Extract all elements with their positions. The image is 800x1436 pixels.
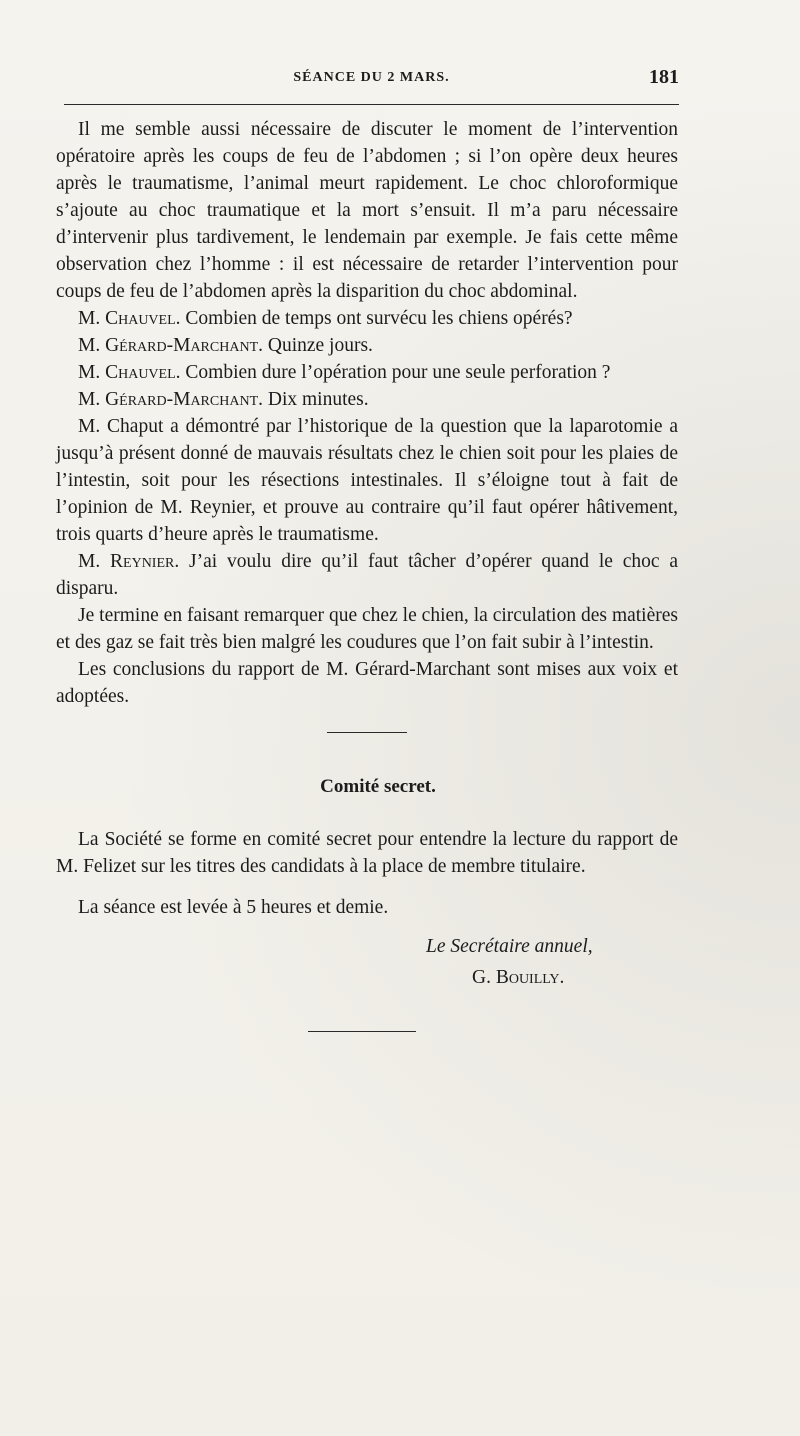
dialogue-line	[56, 548, 678, 602]
paragraph: Il me semble aussi nécessaire de discuter le moment de l’intervention opératoire après les coups de feu de l’abdomen ; si l’on opère deux heures après le traumatisme, l’animal meurt rapidement. Le choc chloroformique s’ajoute au choc traumatique et la mort s’ensuit. Il m’a paru nécessaire d’intervenir plus tardivement, le lendemain par exemple. Je fais cette même observation chez l’homme : il est nécessaire de retarder l’intervention pour coups de feu de l’abdomen après la disparition du choc abdominal.	[56, 119, 678, 302]
section-divider	[327, 732, 407, 733]
running-head	[64, 66, 679, 90]
paragraph: La Société se forme en comité secret pour entendre la lecture du rapport de M. Felizet sur les titres des candidats à la place de membre titulaire.	[56, 829, 678, 877]
speaker-name: M. Chauvel.	[78, 308, 181, 329]
signature-role: Le Secrétaire annuel,	[426, 936, 593, 957]
paragraph: La séance est levée à 5 heures et demie.	[78, 897, 389, 918]
signature	[56, 933, 678, 991]
closing-divider	[308, 1031, 416, 1032]
section-title: Comité secret.	[320, 776, 436, 797]
paragraph: M. Chaput a démontré par l’historique de la question que la laparotomie a jusqu’à présent donné de mauvais résultats chez le chien soit pour les plaies de l’intestin, soit pour les résections intestinales. Il s’éloigne tout à fait de l’opinion de M. Reynier, et prouve au contraire qu’il faut opérer hâtivement, trois quarts d’heure après le traumatisme.	[56, 416, 678, 545]
running-title	[64, 70, 679, 86]
dialogue-text: Combien de temps ont survécu les chiens opérés?	[180, 308, 573, 329]
paragraph: Les conclusions du rapport de M. Gérard-Marchant sont mises aux voix et adoptées.	[56, 659, 678, 707]
dialogue-text: Combien dure l’opération pour une seule perforation ?	[180, 362, 611, 383]
body-text	[56, 116, 678, 1032]
dialogue-line	[56, 386, 678, 413]
dialogue-line	[56, 332, 678, 359]
signature-name: G. Bouilly.	[472, 967, 565, 988]
header-rule	[64, 104, 679, 105]
dialogue-line	[56, 305, 678, 332]
paragraph: Je termine en faisant remarquer que chez le chien, la circulation des matières et des gaz se fait très bien malgré les coudures que l’on fait subir à l’intestin.	[56, 605, 678, 653]
speaker-name: M. Gérard-Marchant.	[78, 335, 263, 356]
page-number: 181	[649, 66, 679, 88]
dialogue-line	[56, 359, 678, 386]
dialogue-text: Dix minutes.	[263, 389, 369, 410]
dialogue-text: Quinze jours.	[263, 335, 373, 356]
dialogue-text: J’ai voulu dire qu’il faut tâcher d’opérer quand le choc a disparu.	[56, 551, 678, 599]
running-title-text: SÉANCE DU 2 MARS.	[293, 70, 450, 85]
speaker-name: M. Reynier.	[78, 551, 180, 572]
speaker-name: M. Chauvel.	[78, 362, 181, 383]
speaker-name: M. Gérard-Marchant.	[78, 389, 263, 410]
